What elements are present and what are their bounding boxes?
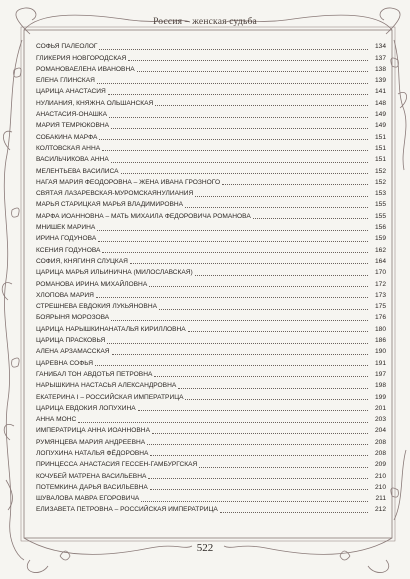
toc-entry-page: 155 [374,212,386,220]
toc-entry [36,74,386,85]
toc-entry [36,435,386,446]
toc-entry [36,153,386,164]
toc-leader-dots [111,162,368,163]
toc-entry-page: 139 [374,77,386,85]
toc-leader-dots [185,207,368,208]
toc-entry-page: 208 [374,438,386,446]
toc-entry-page: 152 [374,167,386,175]
toc-entry-page: 203 [374,416,386,424]
toc-entry-page: 172 [374,280,386,288]
toc-entry-title: ЦАРИЦА ПРАСКОВЬЯ [36,337,106,345]
toc-leader-dots [96,297,368,298]
toc-leader-dots [152,433,368,434]
toc-leader-dots [188,331,368,332]
toc-entry-page: 138 [374,65,386,73]
toc-entry [36,142,386,153]
toc-entry-page: 148 [374,99,386,107]
toc-entry-page: 209 [374,461,386,469]
toc-entry [36,85,386,96]
toc-entry-page: 159 [374,235,386,243]
toc-entry-title: ЦАРЕВНА СОФЬЯ [36,359,94,367]
toc-entry-page: 212 [374,506,386,514]
toc-entry [36,289,386,300]
toc-entry-page: 149 [374,122,386,130]
toc-entry-title: ЕЛЕНА ГЛИНСКАЯ [36,77,95,85]
toc-leader-dots [128,60,368,61]
toc-entry-page: 151 [374,144,386,152]
toc-entry [36,63,386,74]
toc-leader-dots [108,94,368,95]
toc-entry-title: СОБАКИНА МАРФА [36,133,98,141]
toc-leader-dots [111,128,368,129]
toc-entry [36,481,386,492]
toc-leader-dots [97,83,368,84]
toc-entry-page: 162 [374,246,386,254]
toc-entry-page: 164 [374,257,386,265]
toc-entry [36,232,386,243]
toc-entry-page: 180 [374,325,386,333]
toc-entry-page: 210 [374,483,386,491]
toc-entry [36,300,386,311]
toc-entry-page: 201 [374,404,386,412]
toc-entry [36,379,386,390]
toc-leader-dots [253,218,368,219]
toc-entry-page: 170 [374,269,386,277]
toc-entry-page: 176 [374,314,386,322]
toc-entry-title: НУЛИАНИЯ, КНЯЖНА ОЛЬШАНСКАЯ [36,99,154,107]
toc-entry-title: МАРИЯ ТЕМРЮКОВНА [36,122,110,130]
toc-leader-dots [102,150,368,151]
toc-entry-title: СТРЕШНЕВА ЕВДОКИЯ ЛУКЬЯНОВНА [36,303,157,311]
toc-leader-dots [138,410,368,411]
page-number: 522 [196,542,214,554]
toc-entry-title: ЕЛИЗАВЕТА ПЕТРОВНА – РОССИЙСКАЯ ИМПЕРАТРИЦА [36,506,218,514]
toc-leader-dots [178,388,368,389]
toc-leader-dots [155,105,368,106]
toc-entry [36,334,386,345]
toc-leader-dots [78,422,368,423]
toc-entry-title: ЦАРИЦА МАРЬЯ ИЛЬИНИЧНА (МИЛОСЛАВСКАЯ) [36,269,193,277]
toc-leader-dots [97,230,368,231]
toc-entry-page: 198 [374,382,386,390]
toc-entry-title: СВЯТАЯ ЛАЗАРЕВСКАЯ-МУРОМСКАЯНУЛИАНИЯ [36,190,194,198]
toc-entry-page: 151 [374,156,386,164]
toc-leader-dots [141,501,368,502]
toc-entry-title: ВАСИЛЬЧИКОВА АННА [36,156,109,164]
toc-leader-dots [130,263,368,264]
toc-leader-dots [220,512,368,513]
toc-leader-dots [149,286,368,287]
toc-entry [36,40,386,51]
toc-entry-page: 173 [374,291,386,299]
toc-entry [36,469,386,480]
toc-entry-title: НАРЫШКИНА НАСТАСЬЯ АЛЕКСАНДРОВНА [36,382,177,390]
toc-entry [36,266,386,277]
toc-entry-page: 155 [374,201,386,209]
toc-leader-dots [148,478,368,479]
toc-entry [36,243,386,254]
toc-entry-page: 137 [374,54,386,62]
toc-entry [36,187,386,198]
toc-entry-title: АННА МОНС [36,416,77,424]
toc-entry [36,458,386,469]
toc-entry-title: МАРЬЯ СТАРИЦКАЯ МАРЬЯ ВЛАДИМИРОВНА [36,201,184,209]
toc-entry-title: ИРИНА ГОДУНОВА [36,235,97,243]
toc-entry [36,198,386,209]
toc-entry-title: ЦАРИЦА АНАСТАСИЯ [36,88,106,96]
toc-entry-title: АНАСТАСИЯ-ОНАШКА [36,111,108,119]
toc-leader-dots [111,320,368,321]
toc-leader-dots [150,489,368,490]
toc-entry-title: БОЯРЫНЯ МОРОЗОВА [36,314,110,322]
toc-entry [36,311,386,322]
toc-leader-dots [112,354,368,355]
toc-entry-title: ГЛИКЕРИЯ НОВГОРОДСКАЯ [36,54,127,62]
toc-entry-page: 211 [375,495,386,503]
toc-entry [36,356,386,367]
toc-leader-dots [98,241,368,242]
toc-leader-dots [199,467,368,468]
toc-entry-title: КОЧУБЕЙ МАТРЕНА ВАСИЛЬЕВНА [36,472,147,480]
toc-entry [36,164,386,175]
toc-entry-title: МАРФА ИОАННОВНА – МАТЬ МИХАИЛА ФЕДОРОВИЧА РОМАНОВА [36,212,251,220]
toc-entry-title: СОФИЯ, КНЯГИНЯ СЛУЦКАЯ [36,257,128,265]
toc-entry-title: МНИШЕК МАРИНА [36,224,96,232]
toc-entry-title: РУМЯНЦЕВА МАРИЯ АНДРЕЕВНА [36,438,146,446]
toc-entry [36,390,386,401]
toc-entry-page: 153 [374,190,386,198]
toc-entry-title: АЛЕНА АРЗАМАССКАЯ [36,348,110,356]
toc-entry-page: 134 [374,43,386,51]
toc-entry [36,492,386,503]
toc-leader-dots [159,309,368,310]
running-header: Россия – женская судьба [153,17,257,27]
toc-entry-title: КОЛТОВСКАЯ АННА [36,144,101,152]
toc-entry-title: ХЛОПОВА МАРИЯ [36,291,94,299]
toc-entry [36,345,386,356]
toc-leader-dots [99,49,368,50]
toc-leader-dots [107,343,368,344]
toc-entry [36,402,386,413]
toc-entry-page: 141 [374,88,386,96]
toc-entry [36,368,386,379]
toc-entry-title: ГАНИБАЛ ТОН АВДОТЬЯ ПЕТРОВНА [36,370,153,378]
toc-entry-title: РОМАНОВА ИРИНА МИХАЙЛОВНА [36,280,148,288]
toc-entry [36,424,386,435]
toc-entry-title: ПРИНЦЕССА АНАСТАСИЯ ГЕССЕН-ГАМБУРГСКАЯ [36,461,198,469]
toc-entry-title: ИМПЕРАТРИЦА АННА ИОАННОВНА [36,427,150,435]
toc-leader-dots [102,252,368,253]
toc-entry-title: МЕЛЕНТЬЕВА ВАСИЛИСА [36,167,119,175]
toc-leader-dots [109,117,368,118]
toc-leader-dots [137,71,368,72]
toc-entry-title: ЦАРИЦА НАРЫШКИНАНАТАЛЬЯ КИРИЛЛОВНА [36,325,186,333]
toc-entry-page: 149 [374,111,386,119]
toc-leader-dots [99,139,368,140]
toc-leader-dots [150,455,368,456]
toc-leader-dots [195,196,368,197]
toc-entry-page: 208 [374,449,386,457]
toc-entry-title: ПОТЕМКИНА ДАРЬЯ ВАСИЛЬЕВНА [36,483,148,491]
toc-entry-title: СОФЬЯ ПАЛЕОЛОГ [36,43,98,51]
toc-leader-dots [95,365,368,366]
toc-entry-title: ШУВАЛОВА МАВРА ЕГОРОВИЧА [36,495,140,503]
toc-entry-page: 190 [374,348,386,356]
toc-entry [36,255,386,266]
toc-entry-page: 191 [374,359,386,367]
toc-entry [36,447,386,458]
toc-entry-page: 197 [374,370,386,378]
toc-entry-page: 156 [374,224,386,232]
toc-entry [36,96,386,107]
toc-leader-dots [222,184,368,185]
toc-entry [36,209,386,220]
table-of-contents [36,40,386,514]
toc-leader-dots [154,376,368,377]
toc-entry-title: НАГАЯ МАРИЯ ФЕОДОРОВНА – ЖЕНА ИВАНА ГРОЗНОГО [36,178,221,186]
toc-entry-title: ЛОПУХИНА НАТАЛЬЯ ФЁДОРОВНА [36,449,149,457]
toc-entry-title: РОМАНОВАЕЛЕНА ИВАНОВНА [36,65,135,73]
toc-leader-dots [185,399,368,400]
toc-entry [36,51,386,62]
toc-entry-page: 199 [374,393,386,401]
toc-leader-dots [195,275,368,276]
toc-entry [36,176,386,187]
toc-entry-page: 210 [374,472,386,480]
toc-entry-page: 152 [374,178,386,186]
toc-entry-page: 186 [374,337,386,345]
toc-entry-title: ЦАРИЦА ЕВДОКИЯ ЛОПУХИНА [36,404,136,412]
toc-entry-page: 175 [374,303,386,311]
toc-entry [36,413,386,424]
toc-entry [36,322,386,333]
toc-entry-page: 151 [374,133,386,141]
toc-entry-title: КСЕНИЯ ГОДУНОВА [36,246,101,254]
toc-entry [36,503,386,514]
toc-leader-dots [121,173,368,174]
toc-entry [36,221,386,232]
toc-leader-dots [147,444,368,445]
toc-entry-page: 204 [374,427,386,435]
toc-entry [36,130,386,141]
toc-entry [36,108,386,119]
toc-entry [36,277,386,288]
toc-entry [36,119,386,130]
toc-entry-title: ЕКАТЕРИНА I – РОССИЙСКАЯ ИМПЕРАТРИЦА [36,393,184,401]
